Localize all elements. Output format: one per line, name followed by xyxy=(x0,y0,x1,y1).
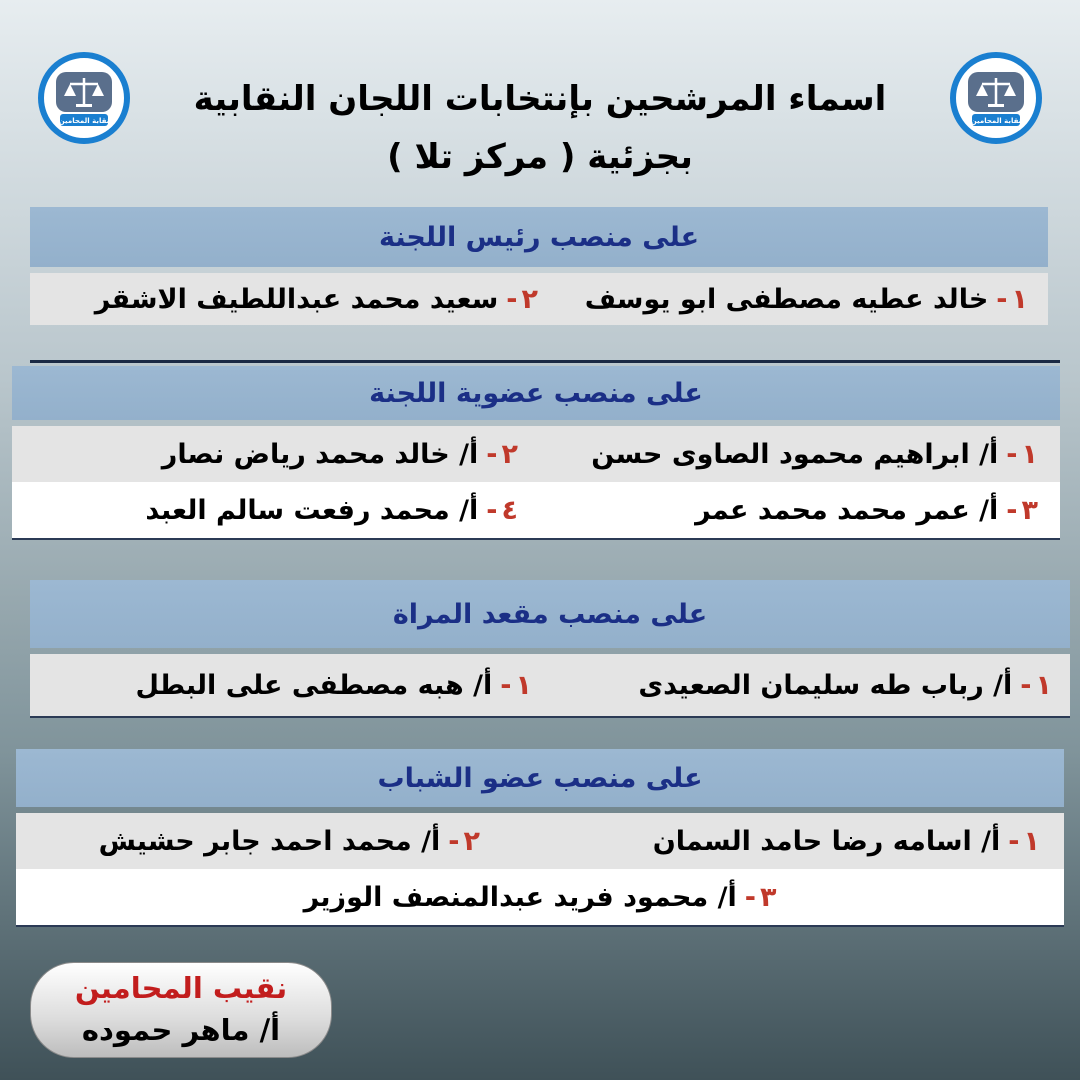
candidate-name: أ/ محمد احمد جابر حشيش xyxy=(98,825,441,857)
logo-text: نقابة المحامين xyxy=(970,117,1022,125)
candidate-number: ٤ xyxy=(501,494,518,526)
candidate-cell: ٣ - أ/ عمر محمد محمد عمر xyxy=(695,494,1038,526)
candidate-row xyxy=(30,654,1070,716)
section-title: على منصب مقعد المراة xyxy=(30,580,1070,648)
page-title: اسماء المرشحين بإنتخابات اللجان النقابية xyxy=(193,79,887,119)
candidate-name: أ/ ابراهيم محمود الصاوى حسن xyxy=(591,438,999,470)
candidate-row xyxy=(16,813,1064,869)
section-title: على منصب عضو الشباب xyxy=(16,749,1064,807)
candidate-name: أ/ عمر محمد محمد عمر xyxy=(695,494,999,526)
signature-badge xyxy=(30,962,332,1058)
candidate-number: ٣ xyxy=(1021,494,1038,526)
footer-title: نقيب المحامين xyxy=(74,971,288,1005)
section-committee-membership xyxy=(12,366,1060,540)
candidate-cell: ٢ - أ/ خالد محمد رياض نصار xyxy=(161,438,518,470)
candidate-row xyxy=(30,273,1048,325)
candidate-cell: ١ - خالد عطيه مصطفى ابو يوسف xyxy=(584,283,1028,315)
candidate-number: ٢ xyxy=(463,825,480,857)
candidate-name: أ/ اسامه رضا حامد السمان xyxy=(652,825,1001,857)
section-womens-seat xyxy=(30,580,1070,718)
candidate-cell: ٣ - أ/ محمود فريد عبدالمنصف الوزير xyxy=(303,881,777,913)
candidate-cell: ١ - أ/ هبه مصطفى على البطل xyxy=(135,669,532,701)
candidate-name: أ/ محمود فريد عبدالمنصف الوزير xyxy=(303,881,737,913)
candidate-cell: ٢ - سعيد محمد عبداللطيف الاشقر xyxy=(94,283,538,315)
candidate-number: ٢ xyxy=(521,283,538,315)
divider xyxy=(30,360,1060,363)
candidate-name: أ/ محمد رفعت سالم العبد xyxy=(145,494,479,526)
candidate-cell: ٤ - أ/ محمد رفعت سالم العبد xyxy=(145,494,518,526)
logo-text: نقابة المحامين xyxy=(58,117,110,125)
scales-of-justice-icon xyxy=(960,62,1032,134)
candidate-name: سعيد محمد عبداللطيف الاشقر xyxy=(94,283,499,315)
syndicate-logo-left xyxy=(38,52,130,144)
candidate-row xyxy=(12,482,1060,538)
footer-name: أ/ ماهر حموده xyxy=(81,1013,281,1047)
candidate-name: أ/ خالد محمد رياض نصار xyxy=(161,438,479,470)
section-title: على منصب رئيس اللجنة xyxy=(30,207,1048,267)
candidate-cell: ١ - أ/ رباب طه سليمان الصعيدى xyxy=(638,669,1052,701)
candidate-name: أ/ رباب طه سليمان الصعيدى xyxy=(638,669,1013,701)
candidate-number: ٢ xyxy=(501,438,518,470)
candidate-cell: ١ - أ/ اسامه رضا حامد السمان xyxy=(652,825,1040,857)
candidate-number: ١ xyxy=(1035,669,1052,701)
candidate-cell: ١ - أ/ ابراهيم محمود الصاوى حسن xyxy=(591,438,1038,470)
page-subtitle: بجزئية ( مركز تلا ) xyxy=(387,137,693,177)
candidate-number: ١ xyxy=(1023,825,1040,857)
candidate-row xyxy=(16,869,1064,925)
section-youth-member xyxy=(16,749,1064,927)
candidate-number: ٣ xyxy=(759,881,777,913)
section-committee-chair xyxy=(30,207,1048,325)
candidate-cell: ٢ - أ/ محمد احمد جابر حشيش xyxy=(98,825,480,857)
candidate-name: خالد عطيه مصطفى ابو يوسف xyxy=(584,283,989,315)
candidate-number: ١ xyxy=(1021,438,1038,470)
candidate-number: ١ xyxy=(515,669,532,701)
candidate-name: أ/ هبه مصطفى على البطل xyxy=(135,669,493,701)
candidate-number: ١ xyxy=(1011,283,1028,315)
candidate-row xyxy=(12,426,1060,482)
scales-of-justice-icon xyxy=(48,62,120,134)
section-title: على منصب عضوية اللجنة xyxy=(12,366,1060,420)
syndicate-logo-right xyxy=(950,52,1042,144)
